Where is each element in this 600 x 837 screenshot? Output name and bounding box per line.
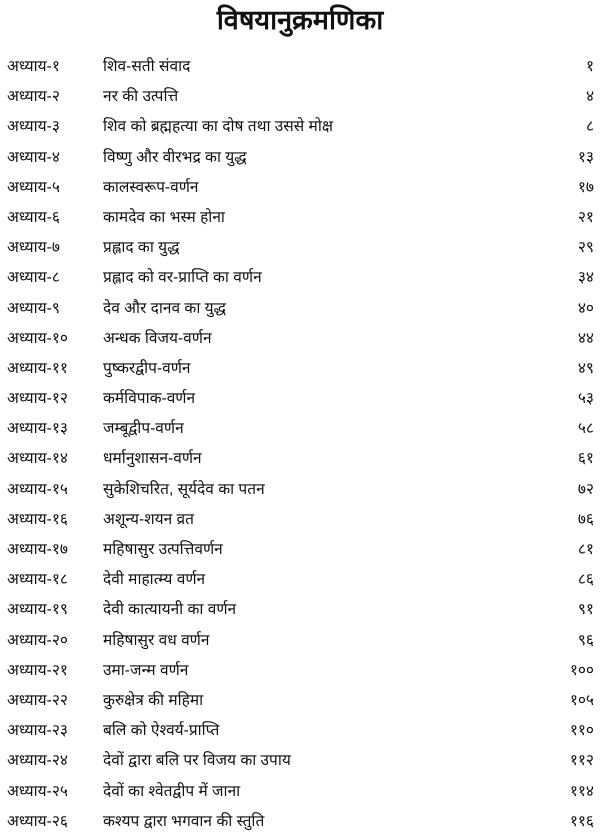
chapter-label: अध्याय-२१ [7,661,68,679]
page-number: ३४ [577,269,594,287]
chapter-label: अध्याय-१८ [7,571,68,589]
toc-entry [0,565,600,595]
page-number: ७६ [577,510,594,528]
chapter-title: महिषासुर उत्पत्तिवर्णन [103,541,223,558]
chapter-title: महिषासुर वध वर्णन [103,631,210,649]
toc-entry [0,626,600,656]
chapter-label: अध्याय-५ [7,178,60,196]
page-number: ४४ [577,329,594,347]
page-number: ४९ [577,359,594,377]
chapter-title: जम्बूद्वीप-वर्णन [103,420,184,438]
chapter-title: शिव-सती संवाद [103,58,191,75]
chapter-label: अध्याय-१३ [7,420,68,438]
chapter-label: अध्याय-४ [7,148,60,166]
page-number: १०० [569,661,594,679]
toc-entry [0,112,600,142]
chapter-title: विष्णु और वीरभद्र का युद्ध [103,148,247,166]
toc-entry [0,746,600,776]
page-number: ११६ [569,812,594,830]
page-number: १३ [577,148,594,166]
chapter-title: देवों द्वारा बलि पर विजय का उपाय [103,752,291,770]
chapter-title: अशून्य-शयन व्रत [103,510,194,528]
page-number: ९१ [577,601,594,619]
page-number: ११० [569,722,594,740]
page-number: १ [585,58,594,75]
toc-entry [0,354,600,384]
chapter-title: देवी कात्यायनी का वर्णन [103,601,237,619]
chapter-title: सुकेशिचरित, सूर्यदेव का पतन [103,480,265,498]
toc-entry [0,324,600,354]
chapter-title: कश्यप द्वारा भगवान की स्तुति [103,812,265,830]
chapter-title: कर्मविपाक-वर्णन [103,390,196,408]
page-number: ५३ [577,390,594,408]
chapter-label: अध्याय-८ [7,269,60,287]
table-of-contents [0,52,600,837]
page-number: ४ [585,88,594,106]
toc-entry [0,173,600,203]
page-number: ५८ [577,420,594,438]
chapter-label: अध्याय-९ [7,299,60,317]
chapter-label: अध्याय-२० [7,631,68,649]
toc-entry [0,777,600,807]
page-number: ४० [577,299,594,317]
chapter-label: अध्याय-१७ [7,541,68,558]
chapter-label: अध्याय-१२ [7,390,68,408]
page-number: ७२ [577,480,594,498]
page-number: २९ [577,239,594,257]
toc-entry [0,143,600,173]
chapter-label: अध्याय-६ [7,208,60,226]
chapter-label: अध्याय-२५ [7,782,68,800]
toc-entry [0,82,600,112]
page-number: ६१ [577,450,594,468]
chapter-title: नर की उत्पत्ति [103,88,179,106]
toc-entry [0,233,600,263]
chapter-label: अध्याय-२३ [7,722,68,740]
toc-entry [0,384,600,414]
toc-entry [0,263,600,293]
page-number: ९६ [577,631,594,649]
chapter-label: अध्याय-१६ [7,510,68,528]
page-title: विषयानुक्रमणिका [216,5,384,35]
toc-entry [0,203,600,233]
toc-entry [0,444,600,474]
chapter-title: बलि को ऐश्वर्य-प्राप्ति [103,722,220,740]
toc-entry [0,535,600,565]
toc-entry [0,294,600,324]
chapter-title: देव और दानव का युद्ध [103,299,227,317]
chapter-title: उमा-जन्म वर्णन [103,661,189,679]
chapter-title: धर्मानुशासन-वर्णन [103,450,202,468]
page-number: २१ [577,208,594,226]
chapter-label: अध्याय-२६ [7,812,68,830]
page-number: ८१ [577,541,594,558]
chapter-label: अध्याय-१ [7,58,60,75]
chapter-title: पुष्करद्वीप-वर्णन [103,359,191,377]
chapter-label: अध्याय-१० [7,329,68,347]
toc-entry [0,52,600,82]
page-number: ११४ [569,782,594,800]
chapter-title: शिव को ब्रह्महत्या का दोष तथा उससे मोक्ष [103,118,333,136]
toc-entry [0,505,600,535]
toc-entry [0,656,600,686]
chapter-label: अध्याय-७ [7,239,60,257]
chapter-label: अध्याय-३ [7,118,60,136]
page-number: १७ [577,178,594,196]
chapter-label: अध्याय-११ [7,359,68,377]
chapter-label: अध्याय-१४ [7,450,68,468]
page-number: ८ [585,118,594,136]
chapter-label: अध्याय-२२ [7,691,68,709]
chapter-label: अध्याय-२ [7,88,60,106]
chapter-title: कुरुक्षेत्र की महिमा [103,691,204,709]
chapter-title: प्रह्लाद का युद्ध [103,239,180,257]
chapter-title: प्रह्लाद को वर-प्राप्ति का वर्णन [103,269,262,287]
page-number: ११२ [569,752,594,770]
chapter-title: देवी माहात्म्य वर्णन [103,571,206,589]
chapter-title: कालस्वरूप-वर्णन [103,178,199,196]
chapter-title: कामदेव का भस्म होना [103,208,225,226]
page-number: १०५ [569,691,594,709]
chapter-label: अध्याय-१९ [7,601,68,619]
page-number: ८६ [577,571,594,589]
toc-entry [0,686,600,716]
toc-entry [0,716,600,746]
chapter-label: अध्याय-१५ [7,480,68,498]
toc-entry [0,595,600,625]
chapter-title: देवों का श्वेतद्वीप में जाना [103,782,241,800]
toc-entry [0,475,600,505]
chapter-title: अन्धक विजय-वर्णन [103,329,212,347]
chapter-label: अध्याय-२४ [7,752,68,770]
toc-entry [0,807,600,837]
toc-entry [0,414,600,444]
